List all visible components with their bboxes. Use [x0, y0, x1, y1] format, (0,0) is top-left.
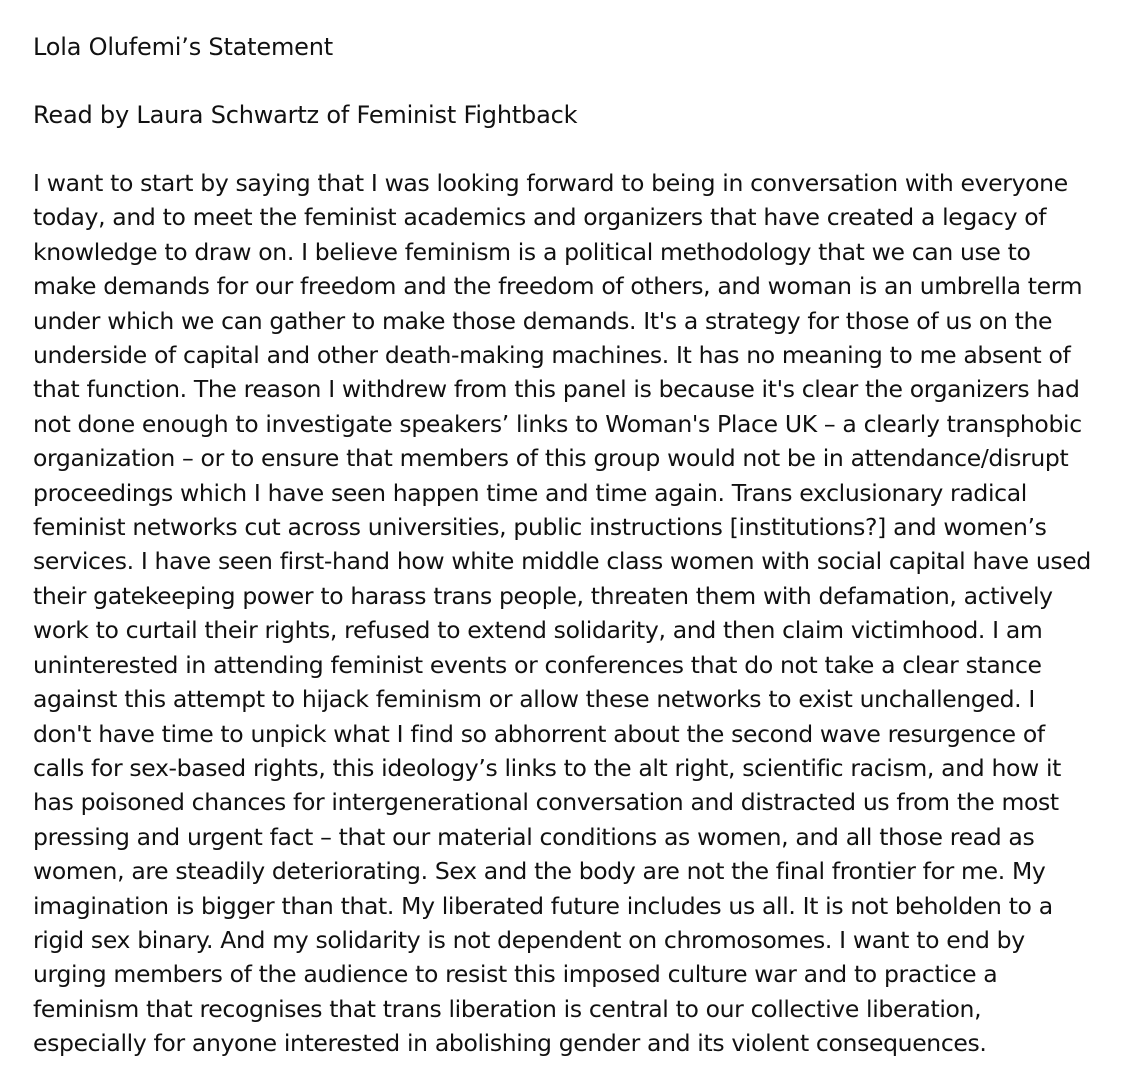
statement-line: imagination is bigger than that. My liberated future includes us all. It is not beholden to a [33, 891, 1053, 920]
statement-line: calls for sex-based rights, this ideology’s links to the alt right, scientific racism, and how it [33, 753, 1062, 782]
statement-line: under which we can gather to make those demands. It's a strategy for those of us on the [33, 306, 1053, 335]
statement-line: services. I have seen first-hand how white middle class women with social capital have used [33, 547, 1091, 576]
statement-line: I want to start by saying that I was looking forward to being in conversation with everyone [33, 169, 1068, 197]
statement-line: that function. The reason I withdrew from this panel is because it's clear the organizers had [33, 375, 1080, 404]
statement-line: women, are steadily deteriorating. Sex and the body are not the final frontier for me. My [33, 857, 1046, 886]
statement-line: feminist networks cut across universities, public instructions [institutions?] and women’s [33, 513, 1047, 542]
statement-line: urging members of the audience to resist this imposed culture war and to practice a [33, 960, 998, 989]
statement-line: against this attempt to hijack feminism or allow these networks to exist unchallenged. I [33, 685, 1035, 714]
statement-line: has poisoned chances for intergenerational conversation and distracted us from the most [33, 788, 1059, 817]
statement-line: today, and to meet the feminist academics and organizers that have created a legacy of [33, 203, 1047, 232]
statement-line: work to curtail their rights, refused to extend solidarity, and then claim victimhood. I am [33, 616, 1043, 645]
statement-body [33, 166, 1095, 1061]
statement-line: pressing and urgent fact – that our material conditions as women, and all those read as [33, 822, 1035, 851]
statement-line: especially for anyone interested in abolishing gender and its violent consequences. [33, 1029, 987, 1058]
statement-line: knowledge to draw on. I believe feminism is a political methodology that we can use to [33, 237, 1031, 266]
statement-line: underside of capital and other death-making machines. It has no meaning to me absent of [33, 341, 1071, 370]
statement-line: uninterested in attending feminist events or conferences that do not take a clear stance [33, 650, 1042, 679]
statement-document [33, 30, 1095, 1061]
statement-line: their gatekeeping power to harass trans people, threaten them with defamation, actively [33, 581, 1053, 610]
statement-line: organization – or to ensure that members of this group would not be in attendance/disrupt [33, 444, 1069, 473]
statement-line: feminism that recognises that trans liberation is central to our collective liberation, [33, 994, 982, 1023]
document-title: Lola Olufemi’s Statement [33, 33, 333, 61]
statement-line: make demands for our freedom and the freedom of others, and woman is an umbrella term [33, 272, 1083, 301]
statement-line: rigid sex binary. And my solidarity is not dependent on chromosomes. I want to end by [33, 925, 1025, 954]
reader-line: Read by Laura Schwartz of Feminist Fightback [33, 101, 578, 129]
statement-line: proceedings which I have seen happen time and time again. Trans exclusionary radical [33, 478, 1027, 507]
statement-line: don't have time to unpick what I find so abhorrent about the second wave resurgence of [33, 719, 1045, 748]
statement-line: not done enough to investigate speakers’ links to Woman's Place UK – a clearly transphobic [33, 409, 1082, 438]
